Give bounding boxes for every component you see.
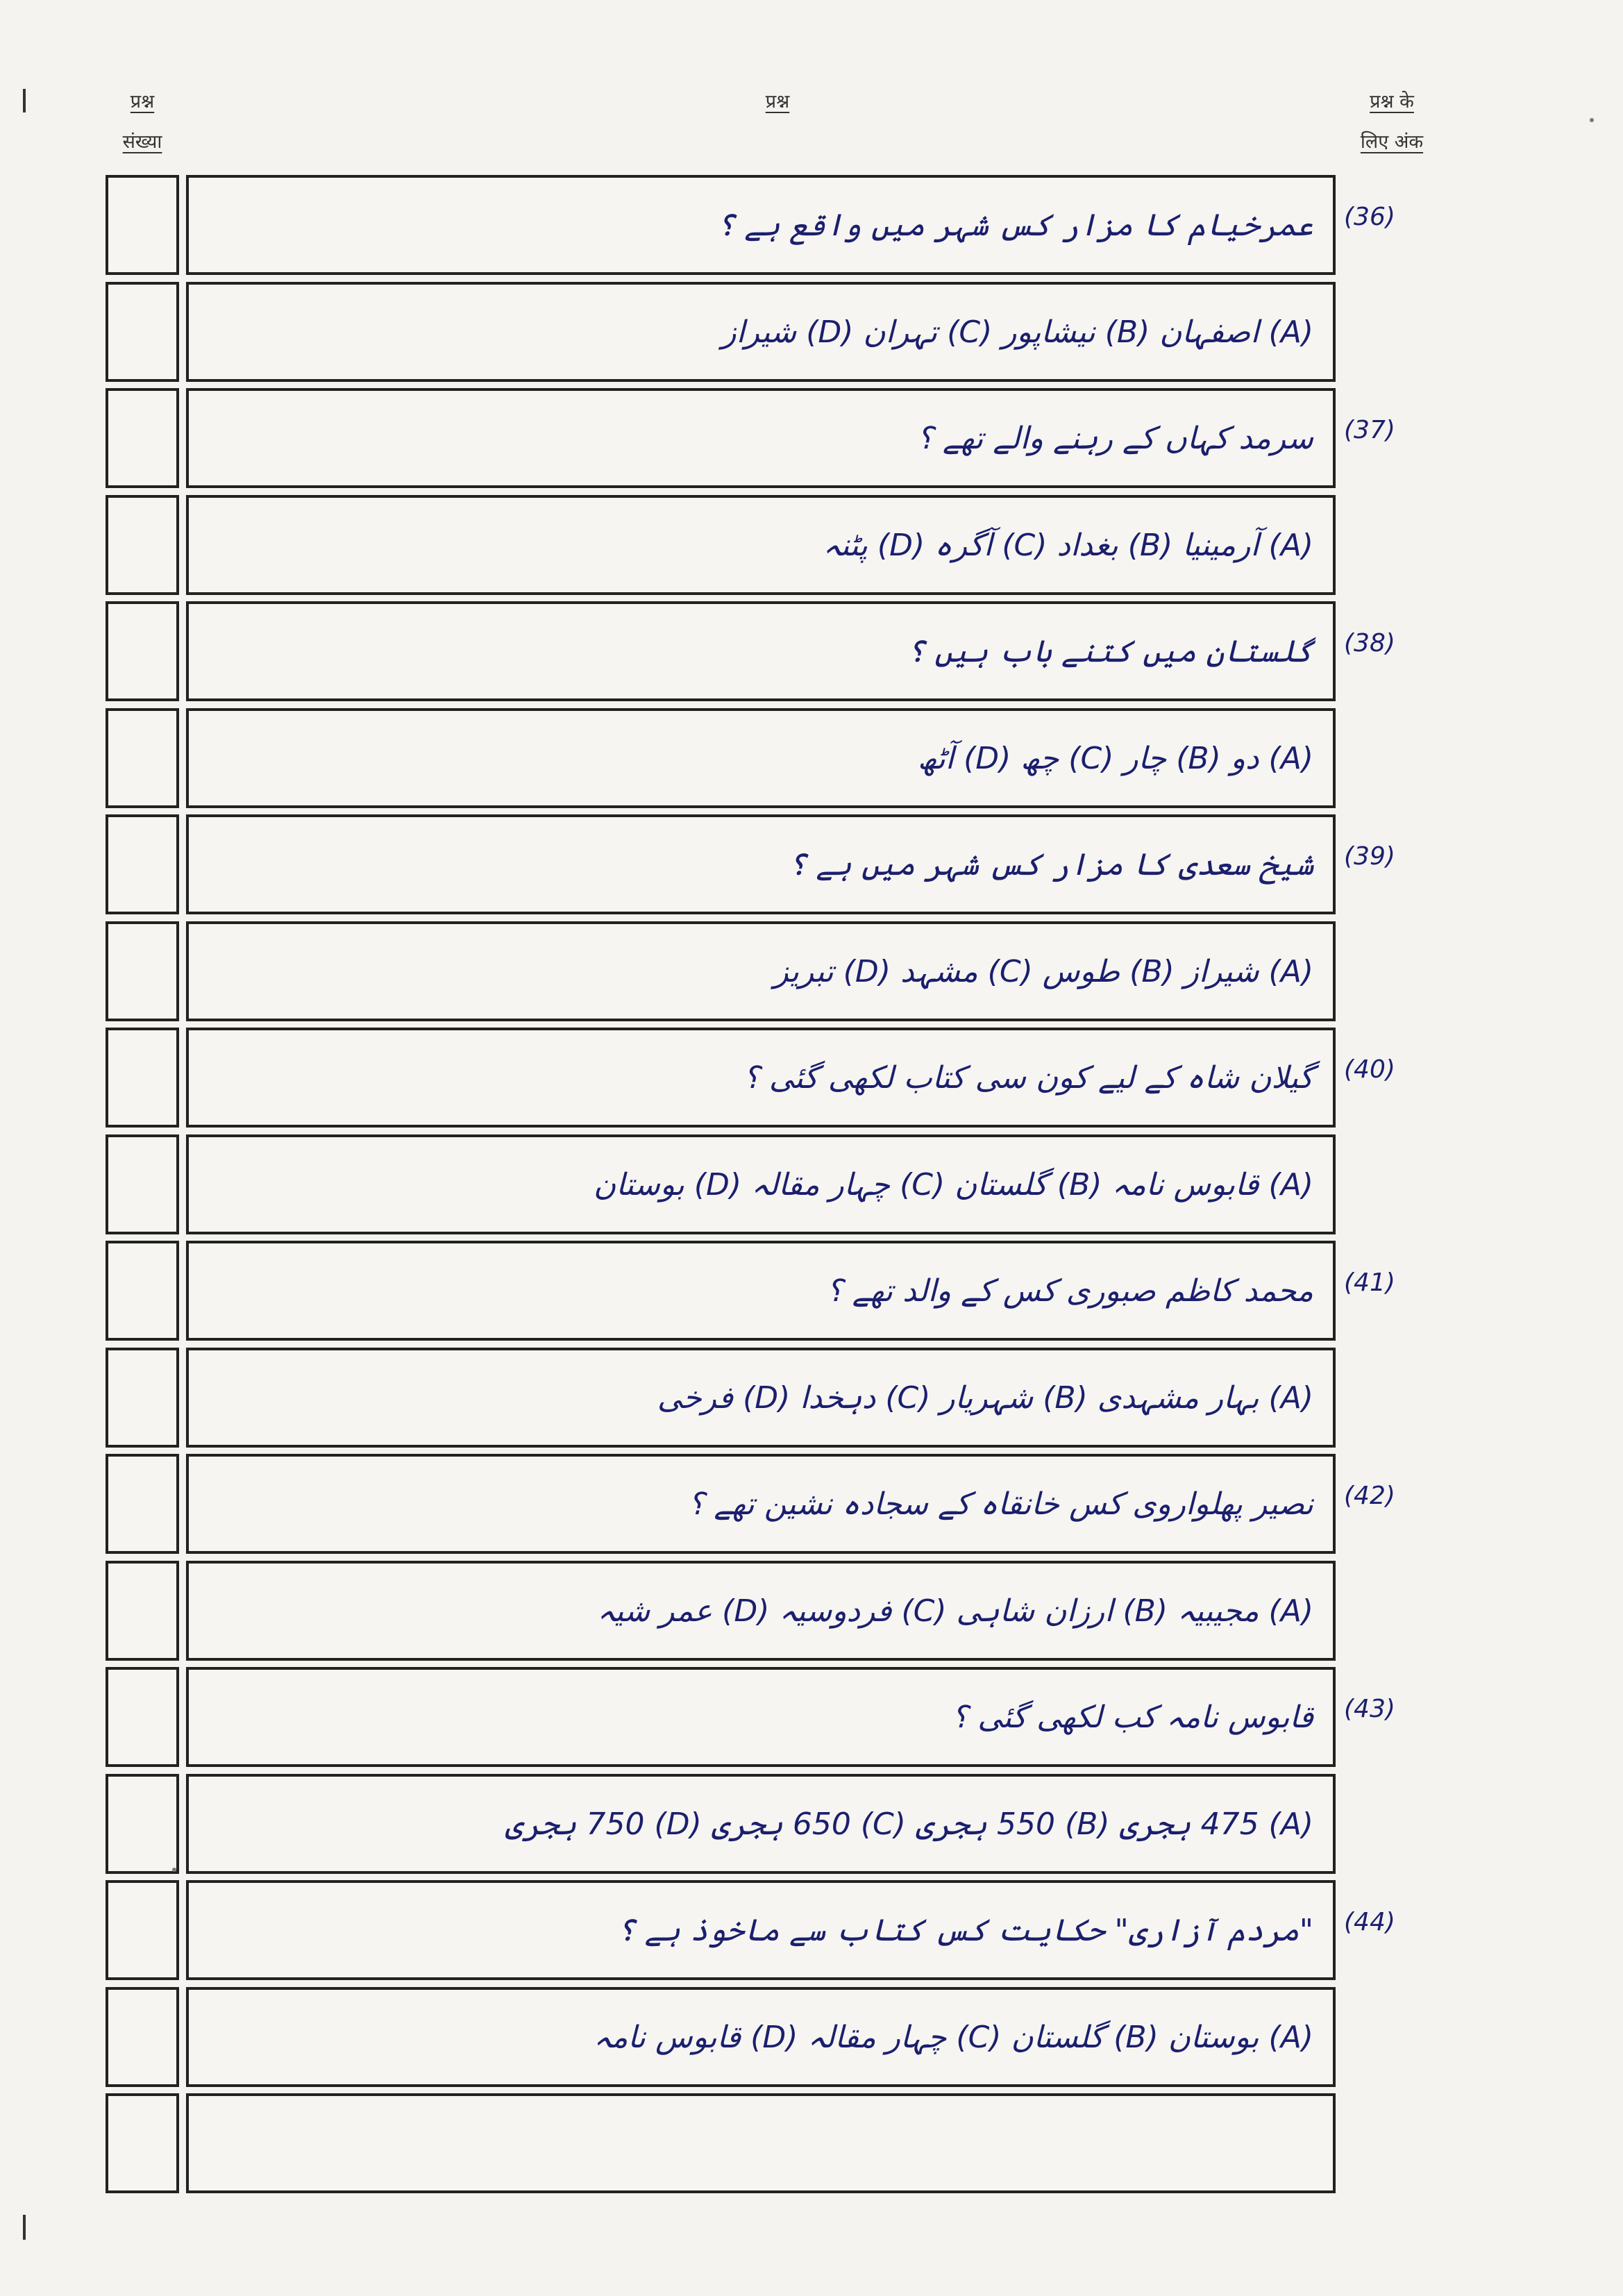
- table-row: [0, 2093, 1623, 2199]
- question-text: گیلان شاہ کے لیے کون سی کتاب لکھی گئی ؟: [743, 1059, 1313, 1096]
- question-serial-number: (36): [1344, 203, 1395, 231]
- answer-options: (A) بوستان (B) گلستان (C) چہار مقالہ (D) قابوس نامہ: [594, 2019, 1313, 2055]
- table-row: [0, 388, 1623, 494]
- answer-options: (A) اصفہان (B) نیشاپور (C) تہران (D) شیراز: [721, 314, 1313, 350]
- question-number-cell: [106, 175, 179, 275]
- question-number-cell: [106, 1348, 179, 1448]
- header-question-number-line1: प्रश्न: [130, 91, 155, 112]
- header-marks-line1: प्रश्न के: [1370, 91, 1414, 112]
- table-row: [0, 175, 1623, 280]
- question-number-cell: [106, 1134, 179, 1234]
- question-number-cell: [106, 2093, 179, 2193]
- question-text-cell: [186, 1134, 1336, 1234]
- question-text-cell: [186, 1667, 1336, 1767]
- table-row: [0, 1348, 1623, 1453]
- question-number-cell: [106, 708, 179, 808]
- question-text-cell: [186, 175, 1336, 275]
- question-number-cell: [106, 814, 179, 914]
- question-text-cell: [186, 1774, 1336, 1874]
- table-row: [0, 1667, 1623, 1773]
- question-serial-number: (38): [1344, 629, 1395, 657]
- question-number-cell: [106, 1454, 179, 1554]
- question-text: محمد کاظم صبوری کس کے والد تھے ؟: [826, 1273, 1313, 1309]
- table-row: [0, 1241, 1623, 1346]
- question-number-cell: [106, 921, 179, 1021]
- header-marks-line2: लिए अंक: [1360, 131, 1424, 153]
- table-row: [0, 708, 1623, 814]
- paper-speck: [172, 1868, 176, 1872]
- question-text-cell: [186, 708, 1336, 808]
- question-text-cell: [186, 601, 1336, 701]
- answer-options: (A) دو (B) چار (C) چھ (D) آٹھ: [917, 740, 1313, 776]
- table-row: [0, 1987, 1623, 2093]
- question-serial-number: (43): [1344, 1695, 1395, 1723]
- question-serial-number: (37): [1344, 416, 1395, 444]
- question-text: عمرخیام کا مزار کس شہر میں واقع ہے ؟: [716, 207, 1313, 243]
- question-text-cell: [186, 921, 1336, 1021]
- question-text: شیخ سعدی کا مزار کس شہر میں ہے ؟: [788, 846, 1313, 882]
- question-text-cell: [186, 495, 1336, 595]
- question-text-cell: [186, 1454, 1336, 1554]
- question-text: قابوس نامہ کب لکھی گئی ؟: [951, 1699, 1313, 1735]
- table-row: [0, 921, 1623, 1027]
- question-number-cell: [106, 388, 179, 488]
- table-row: [0, 1454, 1623, 1559]
- header-question-label: प्रश्न: [765, 91, 790, 112]
- table-row: [0, 1028, 1623, 1133]
- question-text-cell: [186, 814, 1336, 914]
- question-number-cell: [106, 1880, 179, 1980]
- answer-options: (A) بہار مشہدی (B) شہریار (C) دہخدا (D) فرخی: [657, 1380, 1313, 1416]
- question-text-cell: [186, 1561, 1336, 1661]
- table-row: [0, 282, 1623, 387]
- table-row: [0, 495, 1623, 601]
- answer-options: (A) آرمینیا (B) بغداد (C) آگرہ (D) پٹنہ: [823, 527, 1313, 563]
- question-serial-number: (39): [1344, 842, 1395, 871]
- table-row: [0, 1774, 1623, 1879]
- question-text-cell: [186, 1987, 1336, 2087]
- question-number-cell: [106, 1987, 179, 2087]
- answer-options: (A) 475 ہجری (B) 550 ہجری (C) 650 ہجری (D) 750 ہجری: [505, 1806, 1313, 1842]
- question-number-cell: [106, 1028, 179, 1128]
- question-number-cell: [106, 1561, 179, 1661]
- question-serial-number: (41): [1344, 1268, 1395, 1297]
- question-number-cell: [106, 1667, 179, 1767]
- question-number-cell: [106, 1774, 179, 1874]
- table-row: [0, 1880, 1623, 1986]
- paper-speck: [1590, 118, 1594, 122]
- question-text-cell: [186, 1348, 1336, 1448]
- question-number-cell: [106, 1241, 179, 1341]
- question-text-cell: [186, 388, 1336, 488]
- question-text-cell: [186, 1028, 1336, 1128]
- question-text: "مردم آزاری" حکایت کس کتاب سے ماخوذ ہے ؟: [616, 1912, 1313, 1948]
- question-text-cell: [186, 1880, 1336, 1980]
- question-text: سرمد کہاں کے رہنے والے تھے ؟: [916, 420, 1313, 456]
- question-text: نصیر پھلواروی کس خانقاہ کے سجادہ نشین تھے ؟: [688, 1486, 1313, 1522]
- question-text-cell: [186, 1241, 1336, 1341]
- question-number-cell: [106, 495, 179, 595]
- question-number-cell: [106, 282, 179, 382]
- question-serial-number: (44): [1344, 1908, 1395, 1936]
- question-serial-number: (42): [1344, 1482, 1395, 1510]
- table-row: [0, 1134, 1623, 1240]
- table-row: [0, 1561, 1623, 1666]
- answer-options: (A) شیراز (B) طوس (C) مشہد (D) تبریز: [773, 953, 1313, 989]
- table-row: [0, 601, 1623, 707]
- question-serial-number: (40): [1344, 1055, 1395, 1084]
- answer-options: (A) قابوس نامہ (B) گلستان (C) چہار مقالہ (D) بوستان: [594, 1166, 1313, 1203]
- table-row: [0, 814, 1623, 920]
- answer-options: (A) مجیبیہ (B) ارزان شاہی (C) فردوسیہ (D) عمر شیہ: [597, 1593, 1313, 1629]
- question-text-cell: [186, 282, 1336, 382]
- question-text: گلستان میں کتنے باب ہیں ؟: [907, 633, 1313, 669]
- question-text-cell: [186, 2093, 1336, 2193]
- header-question-number-line2: संख्या: [122, 131, 162, 153]
- question-number-cell: [106, 601, 179, 701]
